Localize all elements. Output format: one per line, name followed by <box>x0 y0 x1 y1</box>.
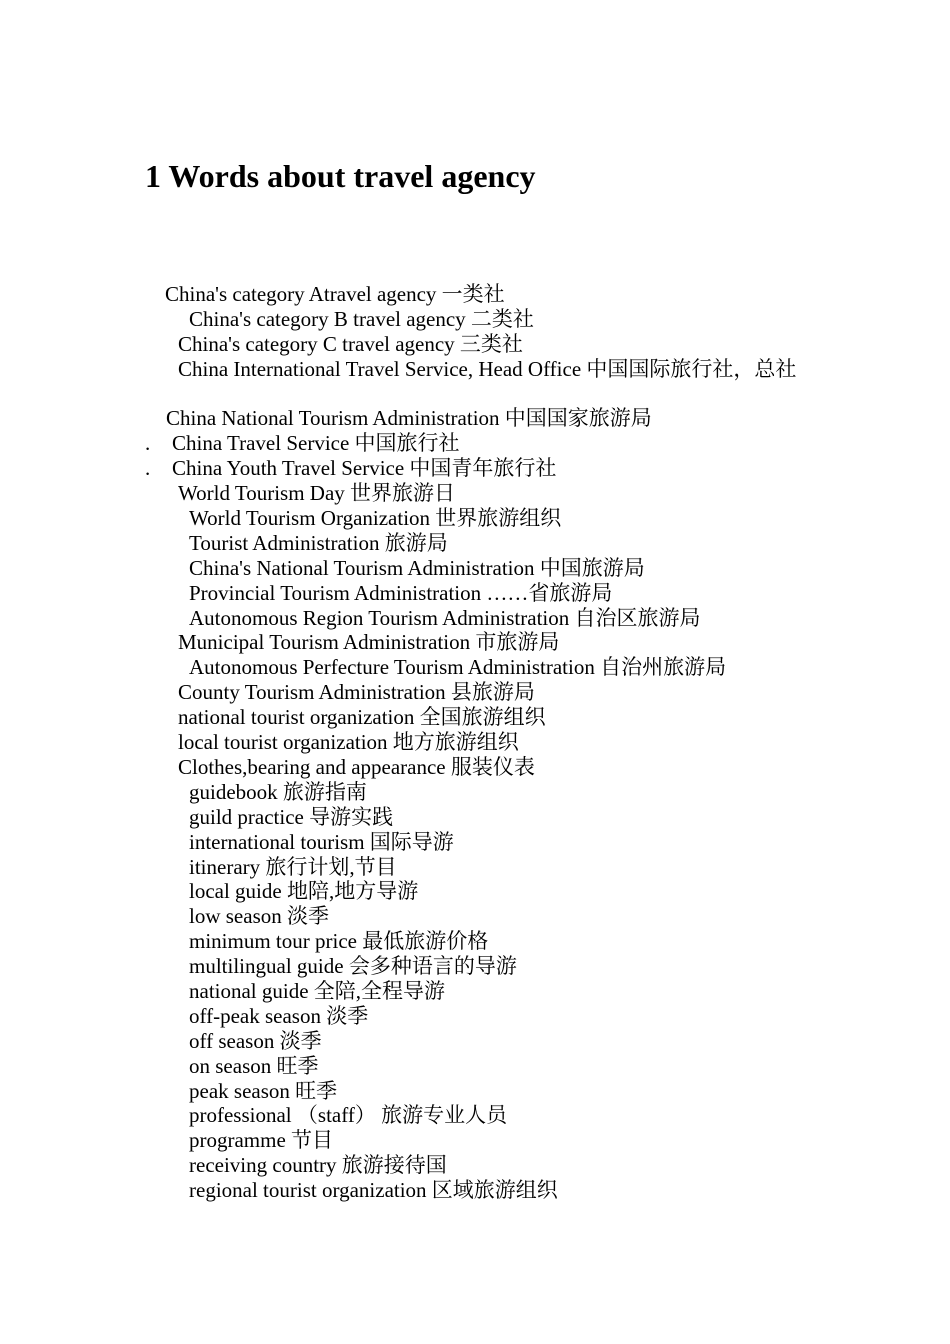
entry-text: guild practice 导游实践 <box>189 804 394 829</box>
list-item <box>145 282 825 307</box>
entry-text: Autonomous Region Tourism Administration 自治区旅游局 <box>189 605 701 630</box>
entry-text: County Tourism Administration 县旅游局 <box>178 680 535 705</box>
list-item <box>145 755 825 780</box>
section-heading: 1 Words about travel agency <box>145 158 536 194</box>
list-item <box>145 630 825 655</box>
list-item <box>145 879 825 904</box>
list-item <box>145 1054 825 1079</box>
entry-text: receiving country 旅游接待国 <box>189 1153 447 1178</box>
list-item <box>145 406 825 431</box>
entry-text: China National Tourism Administration 中国国家旅游局 <box>166 406 652 431</box>
entry-text: minimum tour price 最低旅游价格 <box>189 929 489 954</box>
list-item <box>145 307 825 332</box>
list-item <box>145 929 825 954</box>
entry-text: local guide 地陪,地方导游 <box>189 879 419 904</box>
entry-text: off season 淡季 <box>189 1028 322 1053</box>
entry-text: World Tourism Day 世界旅游日 <box>178 481 456 506</box>
list-item <box>145 1004 825 1029</box>
bullet-mark: . <box>145 431 151 456</box>
entry-text: China's category Atravel agency 一类社 <box>165 282 505 306</box>
entry-text: multilingual guide 会多种语言的导游 <box>189 954 517 979</box>
entry-text: China Travel Service 中国旅行社 <box>172 431 460 456</box>
entry-text: Municipal Tourism Administration 市旅游局 <box>178 630 560 655</box>
entry-text: on season 旺季 <box>189 1053 319 1078</box>
list-item <box>145 705 825 730</box>
list-item <box>145 481 825 506</box>
entry-text: programme 节目 <box>189 1128 334 1153</box>
entry-text: World Tourism Organization 世界旅游组织 <box>189 506 562 531</box>
entry-text: international tourism 国际导游 <box>189 829 454 854</box>
entry-text: Autonomous Perfecture Tourism Administration 自治州旅游局 <box>189 655 727 680</box>
entry-text: national tourist organization 全国旅游组织 <box>178 705 546 730</box>
list-item <box>145 904 825 929</box>
list-item <box>145 1029 825 1054</box>
list-item <box>145 780 825 805</box>
entry-text: guidebook 旅游指南 <box>189 779 367 804</box>
entry-text: low season 淡季 <box>189 904 329 929</box>
list-item <box>145 357 825 407</box>
entry-text: China's National Tourism Administration 中国旅游局 <box>189 555 645 580</box>
entry-text: China's category C travel agency 三类社 <box>178 331 523 356</box>
list-item <box>145 1103 825 1128</box>
vocabulary-list <box>145 282 825 1203</box>
list-item <box>145 730 825 755</box>
list-item <box>145 655 825 680</box>
list-item <box>145 456 825 481</box>
list-item <box>145 954 825 979</box>
entry-text: off-peak season 淡季 <box>189 1003 369 1028</box>
list-item <box>145 830 825 855</box>
entry-text: itinerary 旅行计划,节目 <box>189 854 397 879</box>
list-item <box>145 581 825 606</box>
list-item <box>145 855 825 880</box>
entry-text: Clothes,bearing and appearance 服装仪表 <box>178 754 535 779</box>
list-item <box>145 531 825 556</box>
entry-text: China Youth Travel Service 中国青年旅行社 <box>172 456 557 481</box>
entry-text: Tourist Administration 旅游局 <box>189 530 448 555</box>
entry-text: regional tourist organization 区域旅游组织 <box>189 1178 558 1203</box>
entry-text: national guide 全陪,全程导游 <box>189 978 446 1003</box>
list-item <box>145 606 825 631</box>
list-item <box>145 680 825 705</box>
list-item <box>145 332 825 357</box>
entry-text: China International Travel Service, Head Office 中国国际旅行社，总社 <box>178 356 797 381</box>
list-item <box>145 431 825 456</box>
entry-text: local tourist organization 地方旅游组织 <box>178 730 519 755</box>
entry-text: professional （staff） 旅游专业人员 <box>189 1103 508 1128</box>
list-item <box>145 979 825 1004</box>
list-item <box>145 1153 825 1178</box>
list-item <box>145 805 825 830</box>
entry-text: China's category B travel agency 二类社 <box>189 306 534 331</box>
list-item <box>145 556 825 581</box>
list-item <box>145 506 825 531</box>
list-item <box>145 1178 825 1203</box>
list-item <box>145 1128 825 1153</box>
list-item <box>145 1079 825 1104</box>
entry-text: peak season 旺季 <box>189 1078 338 1103</box>
bullet-mark: . <box>145 456 151 481</box>
entry-text: Provincial Tourism Administration ……省旅游局 <box>189 580 613 605</box>
